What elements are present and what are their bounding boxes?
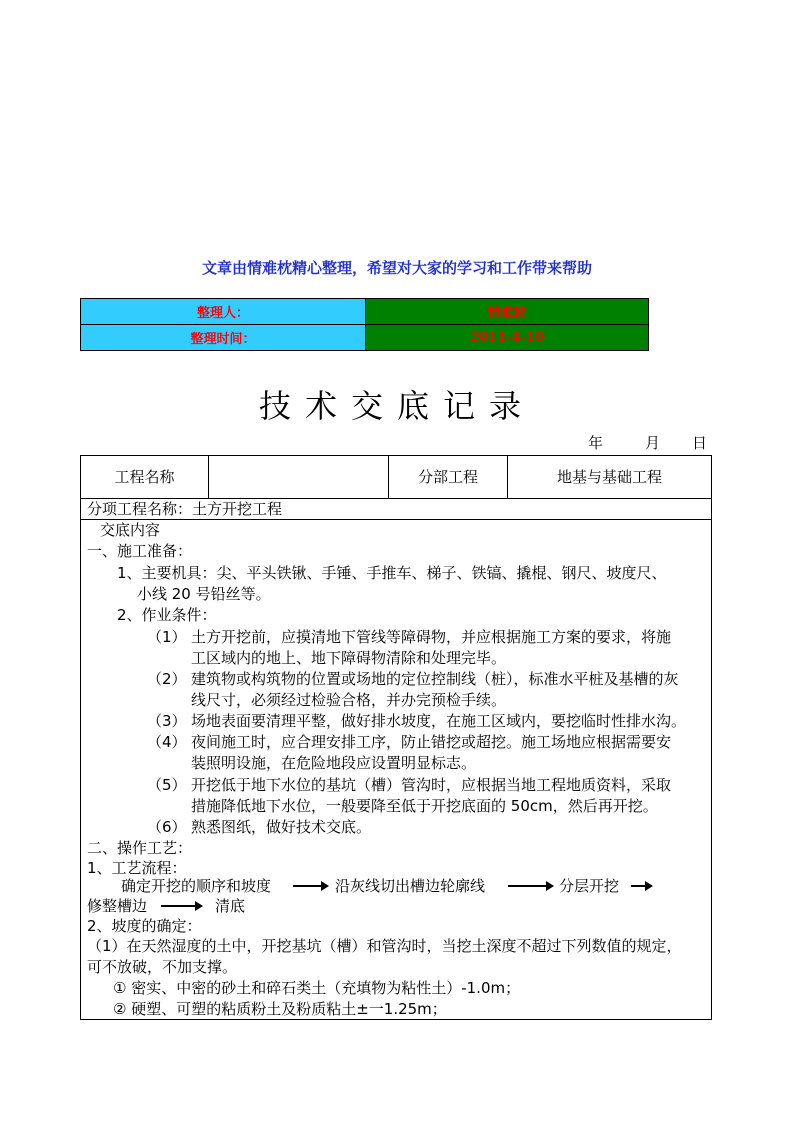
flow-step-3: 分层开挖 bbox=[559, 877, 620, 895]
condition-1-line-2: 工区域内的地上、地下障碍物清除和处理完毕。 bbox=[191, 649, 507, 667]
date-day: 日 bbox=[692, 434, 708, 452]
info-table bbox=[80, 298, 649, 351]
tools-line-2: 小线 20 号铅丝等。 bbox=[137, 585, 271, 603]
flow-step-2: 沿灰线切出槽边轮廓线 bbox=[335, 877, 486, 895]
condition-2-line-2: 线尺寸，必须经过检验合格，并办完预检手续。 bbox=[191, 691, 507, 709]
condition-6-number: （6） bbox=[147, 818, 187, 836]
organizer-value: 情难枕 bbox=[366, 299, 649, 325]
conditions-heading: 2、作业条件： bbox=[117, 606, 217, 624]
condition-5-line-1: 开挖低于地下水位的基坑（槽）管沟时，应根据当地工程地质资料，采取 bbox=[191, 776, 672, 794]
condition-6-line-1: 熟悉图纸，做好技术交底。 bbox=[191, 818, 372, 836]
flow-arrow-icon bbox=[161, 905, 197, 907]
slope-item-2: ② 硬塑、可塑的粘质粉土及粉质粘土±一1.25m； bbox=[113, 1000, 447, 1018]
condition-1-line-1: 土方开挖前，应摸清地下管线等障碍物，并应根据施工方案的要求，将施 bbox=[191, 628, 672, 646]
time-value: 2011-4-10 bbox=[366, 325, 649, 351]
condition-4-line-2: 装照明设施，在危险地段应设置明显标志。 bbox=[191, 754, 477, 772]
section-1-heading: 一、施工准备： bbox=[87, 542, 193, 560]
flow-arrow-icon bbox=[508, 885, 548, 887]
flow-step-5: 清底 bbox=[215, 897, 246, 915]
flow-step-1: 确定开挖的顺序和坡度 bbox=[121, 877, 272, 895]
slope-item-1: ① 密实、中密的砂土和碎石类土（充填物为粘性土）-1.0m； bbox=[113, 979, 521, 997]
slope-paragraph-line-2: 可不放破，不加支撑。 bbox=[87, 958, 238, 976]
document-title: 技术交底记录 bbox=[258, 387, 535, 425]
flow-arrow-icon bbox=[293, 885, 323, 887]
process-flow-heading: 1、工艺流程： bbox=[87, 859, 187, 877]
project-name-value bbox=[209, 456, 388, 498]
organizer-row bbox=[81, 299, 649, 325]
condition-2-line-1: 建筑物或构筑物的位置或场地的定位控制线（桩），标准水平桩及基槽的灰 bbox=[191, 670, 679, 688]
header-row bbox=[81, 456, 711, 499]
sub-project-row: 分项工程名称：土方开挖工程 bbox=[81, 498, 711, 520]
time-label: 整理时间： bbox=[81, 325, 366, 351]
flow-step-4: 修整槽边 bbox=[87, 897, 148, 915]
date-year: 年 bbox=[588, 434, 604, 452]
division-label: 分部工程 bbox=[417, 468, 478, 486]
banner-text: 文章由情难枕精心整理，希望对大家的学习和工作带来帮助 bbox=[201, 259, 592, 277]
condition-5-line-2: 措施降低地下水位，一般要降至低于开挖底面的 50cm，然后再开挖。 bbox=[191, 797, 658, 815]
condition-4-line-1: 夜间施工时，应合理安排工序，防止错挖或超挖。施工场地应根据需要安 bbox=[191, 733, 672, 751]
project-name-label: 工程名称 bbox=[114, 468, 175, 486]
condition-1-number: （1） bbox=[147, 628, 187, 646]
flow-arrow-icon bbox=[631, 885, 647, 887]
condition-3-number: （3） bbox=[147, 712, 187, 730]
condition-2-number: （2） bbox=[147, 670, 187, 688]
content-heading: 交底内容 bbox=[100, 521, 161, 539]
slope-heading: 2、坡度的确定： bbox=[87, 917, 202, 935]
date-month: 月 bbox=[645, 434, 661, 452]
organizer-label: 整理人： bbox=[81, 299, 366, 325]
condition-5-number: （5） bbox=[147, 776, 187, 794]
slope-paragraph-line-1: （1）在天然湿度的土中，开挖基坑（槽）和管沟时，当挖土深度不超过下列数值的规定， bbox=[87, 937, 682, 955]
time-row bbox=[81, 325, 649, 351]
division-value: 地基与基础工程 bbox=[556, 468, 662, 486]
record-table bbox=[80, 455, 712, 1020]
section-2-heading: 二、操作工艺： bbox=[87, 839, 193, 857]
tools-line-1: 1、主要机具：尖、平头铁锹、手锤、手推车、梯子、铁镐、撬棍、钢尺、坡度尺、 bbox=[117, 564, 667, 582]
condition-4-number: （4） bbox=[147, 733, 187, 751]
condition-3-line-1: 场地表面要清理平整，做好排水坡度，在施工区域内，要挖临时性排水沟。 bbox=[191, 712, 687, 730]
